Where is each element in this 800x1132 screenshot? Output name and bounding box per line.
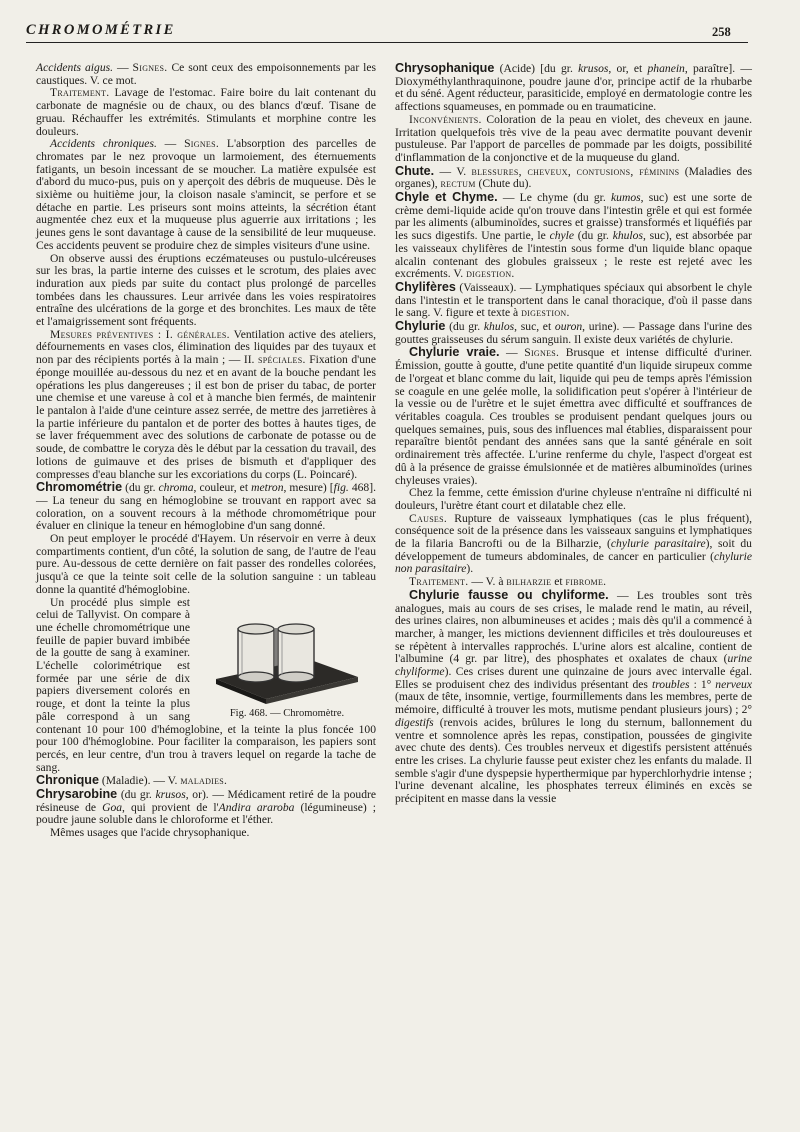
subentry-chylurie-vraie bbox=[395, 346, 752, 487]
cross-reference: digestion. bbox=[466, 267, 515, 281]
entry-chyle-chyme bbox=[395, 191, 752, 281]
page-number: 258 bbox=[712, 25, 731, 39]
text: Coloration de la peau en violet, des cheveux en jaune. Irritation quelquefois très vive de la peau avec dermatite pouvant devenir pustuleuse. Par l'apport de parcelles de pommade par les doigts, possibilité d'inflammation de la conjonctive et de la muqueuse du gland. bbox=[395, 112, 752, 164]
paragraph-hayem: On peut employer le procédé d'Hayem. Un réservoir en verre à deux compartiments contient, d'un côté, la solution de sang, de l'autre de l'eau pure. Au-dessous de cette dernière on fait passer des rondelles colorées, jusqu'à ce que la teinte soit celle de la solution sanguine : un tableau donne la quantité d'hémoglobine. bbox=[36, 532, 376, 596]
headword: Chromométrie bbox=[36, 480, 123, 495]
text: Brusque et intense difficulté d'uriner. Émission, goutte à goutte, d'une petite quantité d'un liquide sirupeux comme de l'orgeat et blanc comme du lait, liquide qui peu de temps après l'émission se coagule en une gelée molle, la solidification peut s'opérer à l'intérieur de la vessie ou de l'urètre et le sujet émettra avec difficulté et souffrances de véritables coagula. Ces troubles se produisent pendant quelques jours ou quelques semaines, puis, sous des influences mal établies, disparaissent pour reparaître bientôt pendant des années sans que la santé générale en soit ordinairement très affectée. L'urine renferme du chyle, l'aspect d'orgeat est dû à la présence de graisse émulsionnée et de matières albuminoïdes (urines chyleuses vraies). bbox=[395, 346, 752, 487]
running-head: CHROMOMÉTRIE bbox=[26, 22, 176, 38]
text: Ce sont ceux des empoisonnements par les caustiques. V. ce mot. bbox=[36, 61, 376, 87]
paragraph-mesures-preventives bbox=[36, 329, 376, 481]
greek-term: chroma bbox=[158, 481, 194, 495]
cross-reference: blessures, cheveux, contusions, féminins bbox=[471, 164, 680, 178]
greek-term: krusos bbox=[155, 788, 186, 802]
text: , couleur, et bbox=[193, 481, 252, 495]
text: L'absorption des parcelles de chromates par le nez provoque un larmoiement, des éternuements fatigants, un besoin incessant de se moucher. La matière expulsée est d'abord du muco-pus, puis on y aperçoit des débris de muqueuse. Dès le sixième ou huitième jour, la cloison nasale s'amincit, se perfore et se détache en partie. Les priseurs sont moins atteints, la sécrétion étant augmentée chez eux et la muqueuse plus aguerrie aux irritations ; les jeunes gens le sont davantage à cause de la sensibilité de leur muqueuse. Ces accidents peuvent se produire chez de simples visiteurs d'une usine. bbox=[36, 137, 376, 252]
entry-chrysarobine bbox=[36, 788, 376, 827]
entry-chrysophanique bbox=[395, 62, 752, 114]
label: Traitement. bbox=[409, 575, 469, 589]
text: Ventilation active des ateliers, défournements en vases clos, élimination des liquides par des tuyaux et non par des récipients portés à la main ; — II. bbox=[36, 327, 376, 367]
cross-reference: digestion. bbox=[521, 306, 570, 320]
entry-chyliferes bbox=[395, 281, 752, 320]
text: (Maladies des organes), bbox=[395, 164, 752, 191]
text: (Maladie). — V. bbox=[98, 774, 181, 788]
text: , or, et bbox=[608, 62, 648, 75]
text: (Acide) [du gr. bbox=[494, 62, 579, 75]
figure-468 bbox=[198, 601, 376, 721]
text: — bbox=[499, 346, 525, 360]
paragraph-chez-la-femme: Chez la femme, cette émission d'urine chyleuse n'entraîne ni difficulté ni douleurs, l'urètre étant court et dilatable chez elle. bbox=[395, 486, 752, 512]
greek-term: kumos bbox=[611, 191, 641, 205]
label: spéciales. bbox=[257, 353, 306, 367]
term: nerveux bbox=[715, 677, 752, 691]
term: chylurie non parasitaire bbox=[395, 549, 752, 576]
paragraph-causes bbox=[395, 513, 752, 577]
entry-chute bbox=[395, 165, 752, 191]
text: , urine). — Passage dans l'urine des gouttes graisseuses du sérum sanguin. Il existe deux variétés de chylurie. bbox=[395, 320, 752, 346]
text: (du gr. bbox=[117, 788, 156, 802]
cross-reference: bilharzie bbox=[506, 575, 552, 589]
text: 468]. — La teneur du sang en hémoglobine se trouvant en rapport avec sa coloration, on a souvent recours à la méthode chromométrique pour évaluer en clinique la teneur en hémoglobine d'un sang donné. bbox=[36, 481, 376, 533]
header-rule bbox=[26, 42, 748, 43]
dash: — bbox=[113, 61, 133, 74]
cross-reference: fibrome. bbox=[565, 575, 607, 589]
entry-chronique bbox=[36, 774, 376, 788]
cross-reference: maladies. bbox=[180, 774, 228, 788]
text: , paraître]. — Dioxyméthylanthraquinone, poudre jaune d'or, principe actif de la rhubarbe et du séné. Agent réducteur, parasiticide, employé en dermatologie contre les affections squameuses, en pommade ou en traumaticine. bbox=[395, 62, 752, 114]
text: (du gr. bbox=[122, 481, 159, 495]
text: (Chute du). bbox=[475, 177, 532, 191]
text: ). Ces crises durent une quinzaine de jours avec intervalle égal. Elles se produisent chez des individus présentant des bbox=[395, 665, 752, 691]
text: : 1° bbox=[689, 677, 716, 691]
headword: Chylurie fausse ou chyliforme. bbox=[409, 587, 609, 602]
entry-chromometrie bbox=[36, 481, 376, 533]
text: (légumineuse) ; poudre jaune soluble dans le chloroforme et l'éther. bbox=[36, 800, 376, 827]
term: troubles bbox=[651, 677, 690, 691]
entry-chylurie bbox=[395, 320, 752, 346]
text: Rupture de vaisseaux lymphatiques (cas le plus fréquent), conséquence soit de la présence dans les vaisseaux sanguins et lymphatiques de la filaria Bancrofti ou de la Bilharzie, ( bbox=[395, 511, 752, 551]
headword: Chyle et Chyme. bbox=[395, 190, 498, 205]
label: Signes. bbox=[184, 137, 220, 151]
paragraph-accidents-aigus bbox=[36, 62, 376, 87]
label: Traitement. bbox=[50, 86, 110, 100]
headword: Chute. bbox=[395, 163, 435, 178]
greek-term: metron bbox=[251, 481, 284, 495]
right-column bbox=[395, 62, 752, 806]
paragraph-tallyvist: Un procédé plus simple est celui de Tallyvist. On compare à une échelle chromométrique une feuille de papier buvard imbibée de la goutte de sang à examiner. L'échelle colorimétrique est formée par une série de dix papiers diversement colorés en rouge, et dont la teinte la plus pâle correspond à un sang contenant 10 pour 100 d'hémoglobine, et la teinte la plus foncée 100 pour 100 d'hémoglobine. Pour faciliter la comparaison, les papiers sont percés, en leur centre, d'un trou à travers lequel on regarde la tache de sang. bbox=[36, 595, 376, 774]
paragraph-eruptions: On observe aussi des éruptions eczémateuses ou pustulo-ulcéreuses sur les bras, la partie interne des cuisses et le scrotum, des plaies avec induration aux pieds par suite du contact plus prolongé de parcelles tombées dans les chaussures. Leur arrivée dans les voies respiratoires entraîne des ulcérations de la gorge et des bronchites. Les maux de tête et l'amaigrissement sont fréquents. bbox=[36, 251, 376, 329]
figure-caption: Fig. 468. — Chromomètre. bbox=[229, 707, 345, 719]
text: (maux de tête, insomnie, vertige, fourmillements dans les membres, perte de mémoire, difficulté à trouver les mots, mutisme pendant plusieurs jours) ; 2° bbox=[395, 690, 752, 717]
greek-term: phanein bbox=[647, 62, 685, 75]
term: chylurie parasitaire bbox=[610, 537, 706, 551]
subentry-chylurie-fausse bbox=[395, 589, 752, 806]
headword: Chylifères bbox=[395, 279, 456, 294]
term: digestifs bbox=[395, 715, 434, 729]
label: Mesures préventives : I. générales. bbox=[50, 327, 230, 341]
text: ). bbox=[466, 562, 474, 576]
paragraph-accidents-chroniques bbox=[36, 138, 376, 252]
label: Signes. bbox=[524, 346, 560, 360]
label: Causes. bbox=[409, 511, 448, 525]
text: — Le chyme (du gr. bbox=[497, 191, 611, 205]
text: , or). — Médicament retiré de la poudre résineuse de bbox=[36, 788, 376, 814]
greek-term: khulos bbox=[483, 320, 515, 334]
text: , qui provient de l' bbox=[122, 800, 219, 814]
text: — V. bbox=[434, 164, 472, 178]
subheading: Accidents aigus. bbox=[36, 61, 114, 74]
text: (Vaisseaux). — Lymphatiques spéciaux qui absorbent le chyle dans l'intestin et le transportent dans le canal thoracique, d'où il passe dans le sang. V. figure et texte à bbox=[395, 280, 752, 320]
text: (du gr. bbox=[445, 320, 484, 334]
greek-term: ouron bbox=[554, 320, 583, 334]
term: chyle bbox=[549, 229, 575, 243]
headword: Chronique bbox=[36, 773, 99, 788]
text: , mesure) [ bbox=[283, 481, 334, 495]
dash: — bbox=[156, 137, 185, 151]
headword: Chrysophanique bbox=[395, 61, 495, 75]
text: , suc), est absorbée par les vaisseaux chylifères de l'intestin sous forme d'un liquide blanc opaque alcalin contenant des globules graisseux ; le reste est rejeté avec les excréments. V. bbox=[395, 229, 752, 281]
term: urine chyliforme bbox=[395, 652, 752, 679]
cross-reference: rectum bbox=[440, 177, 476, 191]
headword: Chylurie vraie. bbox=[409, 345, 500, 360]
paragraph-traitement bbox=[36, 87, 376, 138]
text: Lavage de l'estomac. Faire boire du lait contenant du carbonate de magnésie ou de chaux, ou des blancs d'œuf. Tisane de gruau. Réchauffer les extrémités. Stimulants et morphine contre les douleurs. bbox=[36, 86, 376, 138]
place-name: Goa bbox=[102, 800, 123, 814]
headword: Chrysarobine bbox=[36, 787, 118, 802]
text: (renvois acides, brûlures le long du sternum, ballonnement du ventre et somnolence après les repas, constipation, poussées de gingivite avec chute des dents). Ces troubles nerveux et digestifs persistent atténués entre les crises. La chylurie fausse peut exister chez les enfants du malade. Il semble s'agir d'une dyspepsie hyperthermique par hyperchlorhydrie intense ; l'urine devenant alcaline, les phosphates terreux éliminés en excès se précipitent en masse dans la vessie bbox=[395, 715, 752, 806]
headword: Chylurie bbox=[395, 319, 446, 334]
chromometer-illustration bbox=[212, 601, 362, 705]
greek-term: khulos bbox=[612, 229, 643, 243]
text: , suc, et bbox=[514, 320, 555, 334]
left-column bbox=[36, 62, 376, 840]
text: — V. à bbox=[468, 575, 507, 589]
text: (du gr. bbox=[574, 229, 613, 243]
paragraph-memes-usages: Mêmes usages que l'acide chrysophanique. bbox=[50, 826, 250, 840]
subheading: Accidents chroniques. bbox=[50, 137, 157, 151]
text: ), soit du développement de tumeurs abdominales, de cancer en particulier ( bbox=[395, 537, 752, 563]
label: Inconvénients. bbox=[409, 112, 482, 126]
label: Signes. bbox=[132, 61, 168, 74]
text: , suc) est une sorte de crème demi-liquide acide qu'on trouve dans l'intestin grêle et qui est formée par les aliments (albuminoïdes, sucres et graisse) transformés et liquéfiés par les sucs digestifs. Une partie, le bbox=[395, 191, 752, 243]
species-name: Andira araroba bbox=[218, 800, 295, 814]
figure-ref: fig. bbox=[333, 481, 349, 495]
text: Fixation d'une éponge mouillée au-dessous du nez et en avant de la bouche pendant les opérations les plus dangereuses ; il est bon de priser du tabac, de porter une chemise et une vareuse à col et à manche bien fermés, de maintenir le pantalon à l'aide d'une ceinture assez serrée, de mettre des jarretières à la partie inférieure du pantalon et de porter des bottes à hautes tiges, de se laver fréquemment avec des solutions de carbonate de potasse ou de soude, de combattre le coryza dès le début par la cessation du travail, des lotions de guimauve et des prises de bismuth et d'appliquer des compresses d'eau blanche sur les excoriations du corps (L. Poincaré). bbox=[36, 353, 376, 481]
text: et bbox=[551, 575, 566, 589]
text: — Les troubles sont très analogues, mais au cours de ses crises, le malade rend le matin, au réveil, des urines claires, non albumineuses et acides ; mais dès qu'il a commencé à marcher, à manger, les mictions deviennent difficiles et très douloureuses et se répètent à intervalles rapprochés. L'urine alors est alcaline, contient de l'albumine (4 gr. par litre), des phosphates et oxalates de chaux ( bbox=[395, 588, 752, 666]
paragraph-inconvenients bbox=[395, 114, 752, 165]
greek-term: krusos bbox=[578, 62, 609, 75]
